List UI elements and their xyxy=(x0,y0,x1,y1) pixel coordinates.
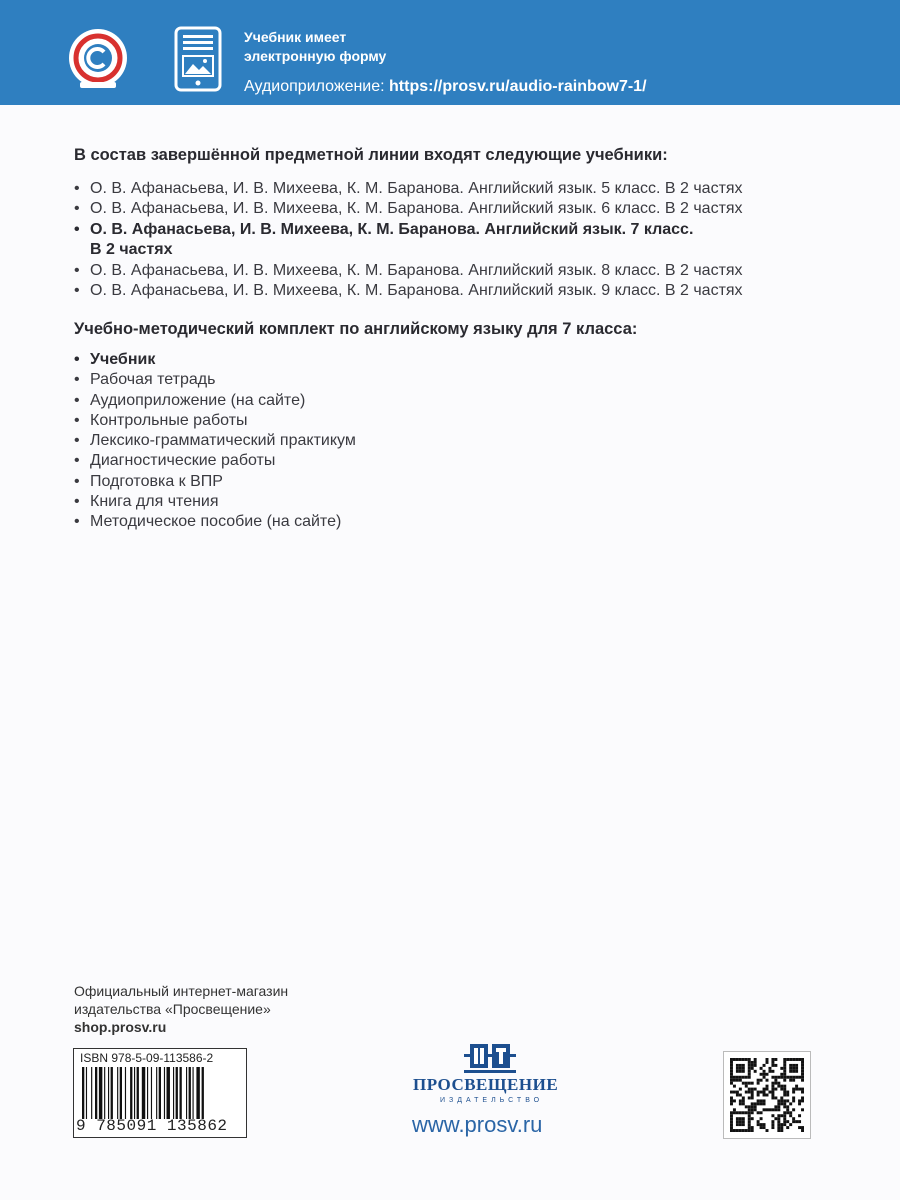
publisher-logo-icon xyxy=(464,1042,516,1076)
kit-title: Учебно-методический комплект по английскому языку для 7 класса: xyxy=(74,320,638,338)
kit-item: • Подготовка к ВПР xyxy=(74,472,356,492)
kit-item: • Рабочая тетрадь xyxy=(74,370,356,390)
shop-info xyxy=(74,982,288,1036)
series-item-5: • О. В. Афанасьева, И. В. Михеева, К. М. Баранова. Английский язык. 5 класс. В 2 частях xyxy=(74,179,743,199)
publisher-url[interactable]: www.prosv.ru xyxy=(412,1112,543,1137)
qr-code-icon xyxy=(730,1058,804,1132)
series-item-8: • О. В. Афанасьева, И. В. Михеева, К. М. Баранова. Английский язык. 8 класс. В 2 частях xyxy=(74,261,743,281)
audio-app-line xyxy=(244,78,647,96)
tablet-icon xyxy=(174,26,222,92)
kit-item: • Аудиоприложение (на сайте) xyxy=(74,391,356,411)
kit-item: • Книга для чтения xyxy=(74,492,356,512)
barcode-icon xyxy=(80,1067,240,1119)
audio-app-link[interactable]: https://prosv.ru/audio-rainbow7-1/ xyxy=(389,78,647,95)
audio-app-label: Аудиоприложение: xyxy=(244,78,390,95)
series-item-9: • О. В. Афанасьева, И. В. Михеева, К. М. Баранова. Английский язык. 9 класс. В 2 частях xyxy=(74,281,743,301)
shop-url[interactable]: shop.prosv.ru xyxy=(74,1019,167,1035)
series-item-6: • О. В. Афанасьева, И. В. Михеева, К. М. Баранова. Английский язык. 6 класс. В 2 частях xyxy=(74,199,743,219)
kit-item: • Методическое пособие (на сайте) xyxy=(74,512,356,532)
qr-code[interactable] xyxy=(723,1051,811,1139)
shop-line1: Официальный интернет-магазин xyxy=(74,983,289,999)
electronic-form-note xyxy=(244,28,386,66)
isbn-label: ISBN 978-5-09-113586-2 xyxy=(80,1051,214,1065)
electronic-form-line2: электронную форму xyxy=(244,48,387,64)
kit-list xyxy=(74,350,356,533)
kit-item: • Диагностические работы xyxy=(74,451,356,471)
series-title: В состав завершённой предметной линии входят следующие учебники: xyxy=(74,146,668,164)
publisher-name: ПРОСВЕЩЕНИЕ xyxy=(413,1075,559,1094)
series-item-7-cont: В 2 частях xyxy=(90,241,173,259)
kit-item: • Учебник xyxy=(74,350,356,370)
series-item-7: • О. В. Афанасьева, И. В. Михеева, К. М. Баранова. Английский язык. 7 класс. В 2 частях xyxy=(74,220,743,261)
electronic-form-line1: Учебник имеет xyxy=(244,29,347,45)
shop-line2: издательства «Просвещение» xyxy=(74,1001,271,1017)
isbn-barcode-box xyxy=(73,1048,247,1138)
isbn-digits: 9 785091 135862 xyxy=(76,1117,228,1135)
kit-item: • Контрольные работы xyxy=(74,411,356,431)
prosv-logo-icon xyxy=(66,26,130,90)
kit-item: • Лексико-грамматический практикум xyxy=(74,431,356,451)
publisher-subtitle: ИЗДАТЕЛЬСТВО xyxy=(440,1097,544,1104)
series-list xyxy=(74,179,743,301)
top-banner xyxy=(0,0,900,105)
